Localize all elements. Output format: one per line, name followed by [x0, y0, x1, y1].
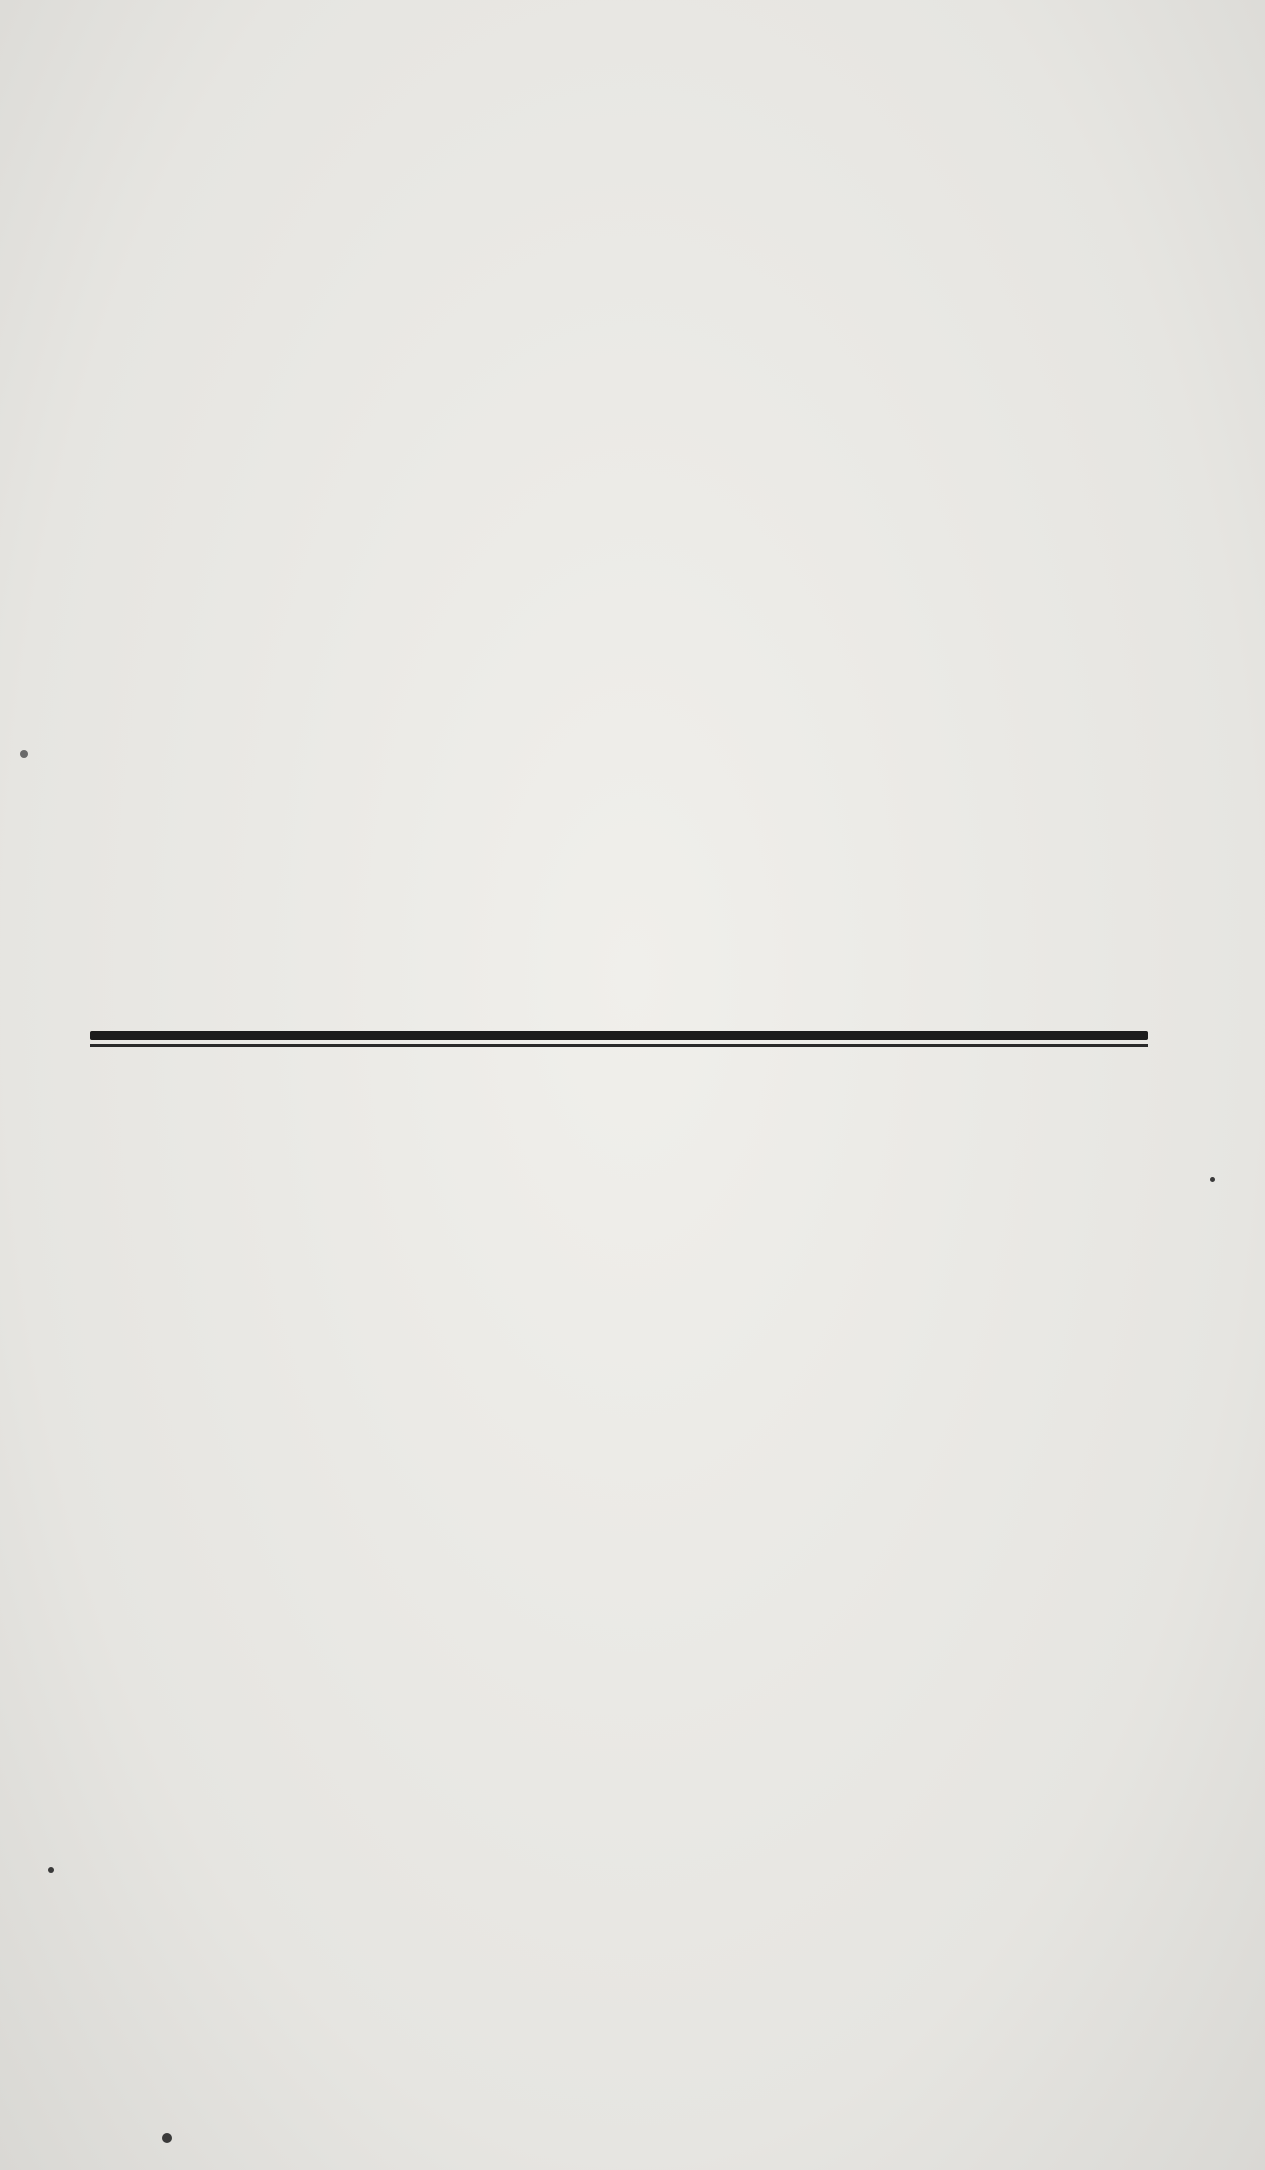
ink-speck	[48, 1867, 54, 1873]
ink-speck	[1210, 1177, 1215, 1182]
ink-speck	[20, 750, 28, 758]
section-rule-thick	[90, 1031, 1148, 1040]
section-rule-thin	[90, 1044, 1148, 1047]
ink-speck	[162, 2133, 172, 2143]
